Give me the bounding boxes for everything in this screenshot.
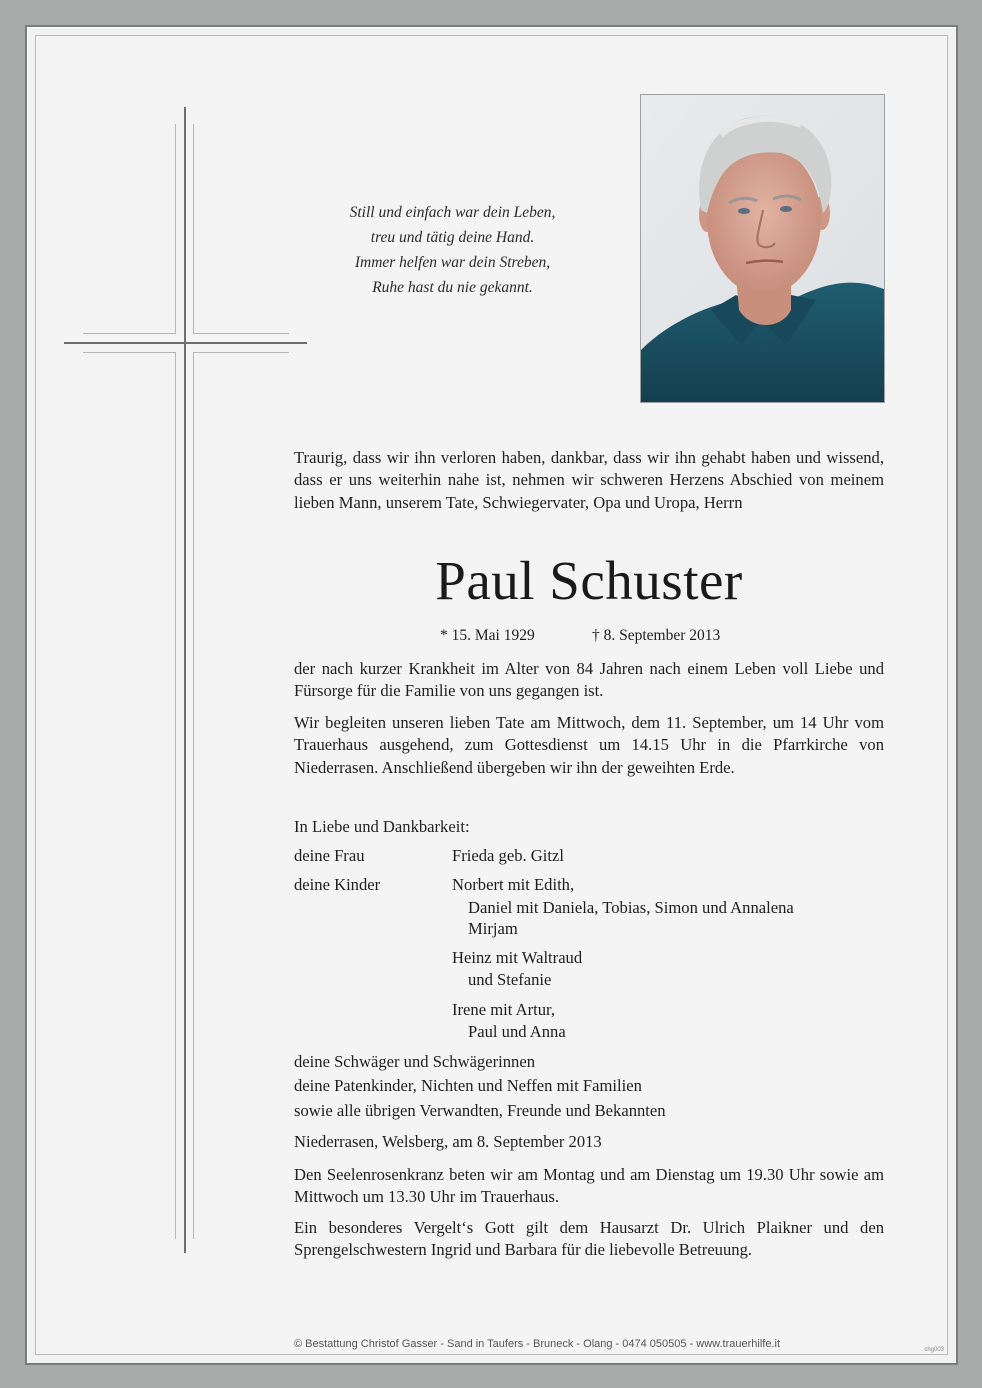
child-entry: Norbert mit Edith,: [452, 875, 575, 894]
other-mourners-line: deine Schwäger und Schwägerinnen: [294, 1052, 535, 1071]
family-label: deine Kinder: [294, 875, 381, 894]
family-value: Frieda geb. Gitzl: [452, 846, 564, 865]
life-paragraph: der nach kurzer Krankheit im Alter von 84 Jahren nach einem Leben voll Liebe und Fürsorge für die Familie von uns gegangen ist.: [294, 659, 884, 701]
child-entry: Irene mit Artur,: [452, 1000, 556, 1019]
grandchildren-entry: Daniel mit Daniela, Tobias, Simon und Annalena: [468, 898, 794, 917]
portrait-image: [641, 95, 885, 403]
place-and-date: Niederrasen, Welsberg, am 8. September 2013: [294, 1132, 602, 1151]
cross-horizontal-bottom-right-line: [194, 352, 289, 353]
cross-horizontal-top-left-line: [83, 333, 176, 334]
other-mourners-line: deine Patenkinder, Nichten und Neffen mit Familien: [294, 1076, 642, 1096]
poem-line: Ruhe hast du nie gekannt.: [372, 279, 533, 296]
deceased-name: Paul Schuster: [435, 550, 743, 611]
cross-vertical-left-line: [175, 124, 176, 1239]
poem: [300, 200, 605, 300]
poem-line: Immer helfen war dein Streben,: [354, 254, 551, 271]
grandchildren-entry: Paul und Anna: [468, 1022, 566, 1041]
poem-line: treu und tätig deine Hand.: [370, 229, 535, 246]
template-code: chg003: [924, 1347, 944, 1353]
intro-paragraph: Traurig, dass wir ihn verloren haben, dankbar, dass wir ihn gehabt haben und wissend, dass er uns weiterhin nahe ist, nehmen wir schweren Herzens Abschied von meinem lieben Mann, unserem Tate, Schwiegervater, Opa und Uropa, Herrn: [294, 448, 884, 512]
cross-horizontal-top-right-line: [194, 333, 289, 334]
poem-line: Still und einfach war dein Leben,: [349, 204, 556, 221]
cross-horizontal-main-line: [64, 342, 307, 344]
birth-date: * 15. Mai 1929: [440, 627, 535, 644]
child-entry: Heinz mit Waltraud: [452, 948, 583, 967]
funeral-paragraph: Wir begleiten unseren lieben Tate am Mittwoch, dem 11. September, um 14 Uhr vom Trauerhaus ausgehend, zum Gottesdienst um 14.15 Uhr in die Pfarrkirche von Niederrasen. Anschließend übergeben wir ihn der geweihten Erde.: [294, 713, 884, 777]
cross-horizontal-bottom-left-line: [83, 352, 176, 353]
mourners-heading: In Liebe und Dankbarkeit:: [294, 817, 470, 836]
footer-credits: © Bestattung Christof Gasser - Sand in Taufers - Bruneck - Olang - 0474 050505 - www.trauerhilfe.it: [294, 1338, 781, 1350]
thanks-paragraph: Ein besonderes Vergelt‘s Gott gilt dem Hausarzt Dr. Ulrich Plaikner und den Sprengelschwestern Ingrid und Barbara für die liebevolle Betreuung.: [294, 1218, 884, 1260]
portrait-photo: [640, 94, 885, 403]
death-date: † 8. September 2013: [592, 627, 721, 644]
rosary-paragraph: Den Seelenrosenkranz beten wir am Montag und am Dienstag um 19.30 Uhr sowie am Mittwoch um 13.30 Uhr im Trauerhaus.: [294, 1165, 884, 1207]
other-mourners: [294, 1050, 884, 1123]
cross-vertical-main-line: [184, 107, 186, 1253]
grandchildren-entry: Mirjam: [468, 919, 518, 938]
family-label: deine Frau: [294, 846, 365, 865]
cross-vertical-right-line: [193, 124, 194, 1239]
grandchildren-entry: und Stefanie: [468, 970, 552, 989]
other-mourners-line: sowie alle übrigen Verwandten, Freunde und Bekannten: [294, 1100, 666, 1120]
